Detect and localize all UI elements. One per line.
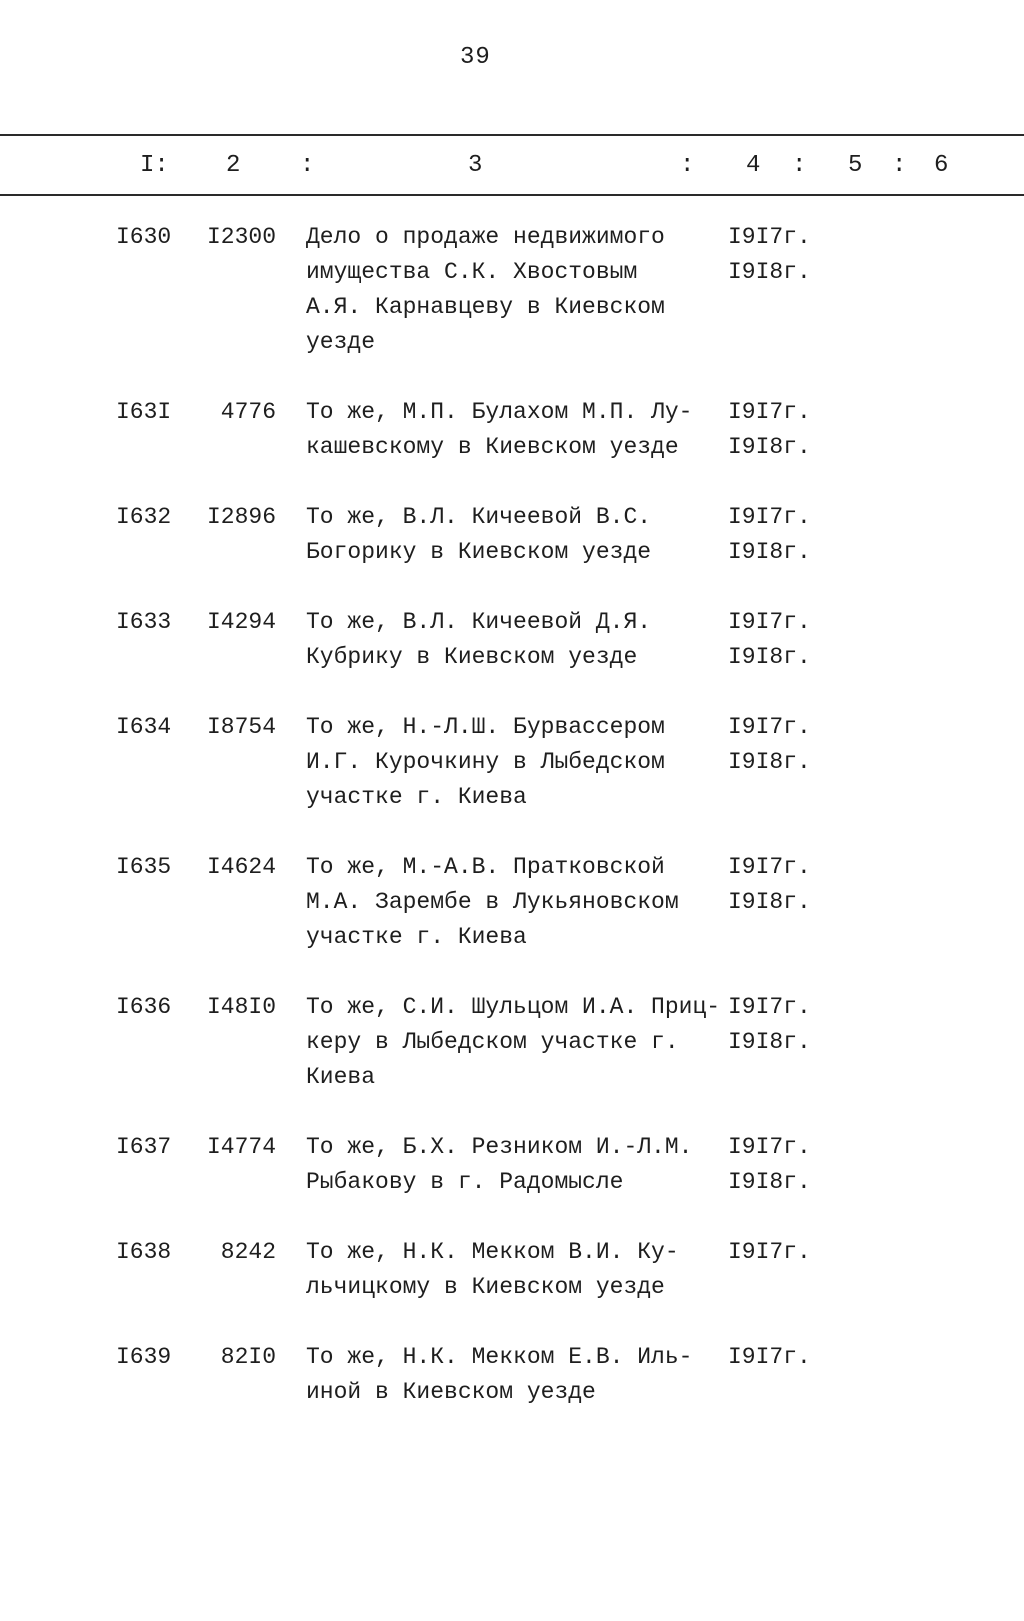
record-dates <box>728 500 811 570</box>
page-number: 39 <box>460 44 491 71</box>
date-line: I9I7г. <box>728 1239 811 1265</box>
date-line: I9I8г. <box>728 539 811 565</box>
record-number: I633 <box>116 609 172 635</box>
record-number: I63I <box>116 399 172 425</box>
record-number: I634 <box>116 714 172 740</box>
description-line: кашевскому в Киевском уезде <box>306 434 679 460</box>
date-line: I9I7г. <box>728 854 811 880</box>
date-line: I9I8г. <box>728 434 811 460</box>
header-separator: : <box>892 152 907 179</box>
description-line: И.Г. Курочкину в Лыбедском <box>306 749 665 775</box>
description-line: Богорику в Киевском уезде <box>306 539 652 565</box>
record-number: I636 <box>116 994 172 1020</box>
record-dates <box>728 1340 811 1375</box>
table-row <box>0 1130 1024 1200</box>
description-line: То же, В.Л. Кичеевой В.С. <box>306 504 652 530</box>
record-dates <box>728 220 811 290</box>
date-line: I9I7г. <box>728 714 811 740</box>
header-col1: I: <box>140 152 169 179</box>
date-line: I9I8г. <box>728 889 811 915</box>
date-line: I9I7г. <box>728 399 811 425</box>
table-row <box>0 395 1024 465</box>
description-line: Дело о продаже недвижимого <box>306 224 665 250</box>
record-dates <box>728 1235 811 1270</box>
record-dates <box>728 710 811 780</box>
description-line: То же, М.П. Булахом М.П. Лу- <box>306 399 693 425</box>
record-dates <box>728 605 811 675</box>
date-line: I9I7г. <box>728 994 811 1020</box>
record-description <box>306 850 679 955</box>
table-row <box>0 990 1024 1095</box>
record-description <box>306 220 665 360</box>
record-number: I630 <box>116 224 172 250</box>
table-row <box>0 1235 1024 1305</box>
description-line: уезде <box>306 329 376 355</box>
date-line: I9I8г. <box>728 259 811 285</box>
description-line: участке г. Киева <box>306 924 527 950</box>
record-description <box>306 500 651 570</box>
description-line: льчицкому в Киевском уезде <box>306 1274 665 1300</box>
record-dates <box>728 395 811 465</box>
old-record-number: I2896 <box>206 504 276 530</box>
header-col3: 3 <box>468 152 483 179</box>
record-description <box>306 1340 692 1410</box>
old-record-number: I48I0 <box>206 994 276 1020</box>
record-dates <box>728 990 811 1060</box>
record-description <box>306 605 651 675</box>
description-line: То же, Н.-Л.Ш. Бурвассером <box>306 714 665 740</box>
header-separator: : <box>300 152 315 179</box>
description-line: Кубрику в Киевском уезде <box>306 644 638 670</box>
header-separator: : <box>792 152 807 179</box>
record-dates <box>728 850 811 920</box>
date-line: I9I8г. <box>728 1169 811 1195</box>
header-bottom-rule <box>0 194 1024 196</box>
table-row <box>0 710 1024 815</box>
date-line: I9I8г. <box>728 1029 811 1055</box>
date-line: I9I7г. <box>728 1344 811 1370</box>
date-line: I9I7г. <box>728 504 811 530</box>
record-number: I638 <box>116 1239 172 1265</box>
description-line: участке г. Киева <box>306 784 527 810</box>
old-record-number: I4294 <box>206 609 276 635</box>
table-row <box>0 220 1024 360</box>
record-number: I639 <box>116 1344 172 1370</box>
description-line: То же, С.И. Шульцом И.А. Приц- <box>306 994 721 1020</box>
description-line: То же, Б.Х. Резником И.-Л.М. <box>306 1134 693 1160</box>
date-line: I9I7г. <box>728 609 811 635</box>
record-number: I637 <box>116 1134 172 1160</box>
date-line: I9I7г. <box>728 1134 811 1160</box>
old-record-number: 82I0 <box>220 1344 276 1370</box>
old-record-number: I2300 <box>206 224 276 250</box>
date-line: I9I7г. <box>728 224 811 250</box>
header-col4: 4 <box>746 152 761 179</box>
old-record-number: 4776 <box>220 399 276 425</box>
record-description <box>306 710 665 815</box>
description-line: иной в Киевском уезде <box>306 1379 596 1405</box>
description-line: То же, Н.К. Мекком Е.В. Иль- <box>306 1344 693 1370</box>
description-line: Рыбакову в г. Радомысле <box>306 1169 624 1195</box>
header-col5: 5 <box>848 152 863 179</box>
record-description <box>306 395 692 465</box>
description-line: То же, М.-А.В. Пратковской <box>306 854 665 880</box>
date-line: I9I8г. <box>728 644 811 670</box>
record-description <box>306 1130 692 1200</box>
table-row <box>0 850 1024 955</box>
table-row <box>0 1340 1024 1410</box>
header-col2: 2 <box>226 152 241 179</box>
date-line: I9I8г. <box>728 749 811 775</box>
description-line: То же, Н.К. Мекком В.И. Ку- <box>306 1239 679 1265</box>
record-dates <box>728 1130 811 1200</box>
old-record-number: I4774 <box>206 1134 276 1160</box>
header-top-rule <box>0 134 1024 136</box>
old-record-number: I4624 <box>206 854 276 880</box>
description-line: имущества С.К. Хвостовым <box>306 259 638 285</box>
description-line: То же, В.Л. Кичеевой Д.Я. <box>306 609 652 635</box>
description-line: А.Я. Карнавцеву в Киевском <box>306 294 665 320</box>
record-number: I632 <box>116 504 172 530</box>
description-line: М.А. Зарембе в Лукьяновском <box>306 889 679 915</box>
header-col6: 6 <box>934 152 949 179</box>
record-number: I635 <box>116 854 172 880</box>
old-record-number: 8242 <box>220 1239 276 1265</box>
old-record-number: I8754 <box>206 714 276 740</box>
record-description <box>306 1235 679 1305</box>
record-description <box>306 990 720 1095</box>
description-line: Киева <box>306 1064 376 1090</box>
description-line: керу в Лыбедском участке г. <box>306 1029 679 1055</box>
table-row <box>0 605 1024 675</box>
header-separator: : <box>680 152 695 179</box>
table-row <box>0 500 1024 570</box>
